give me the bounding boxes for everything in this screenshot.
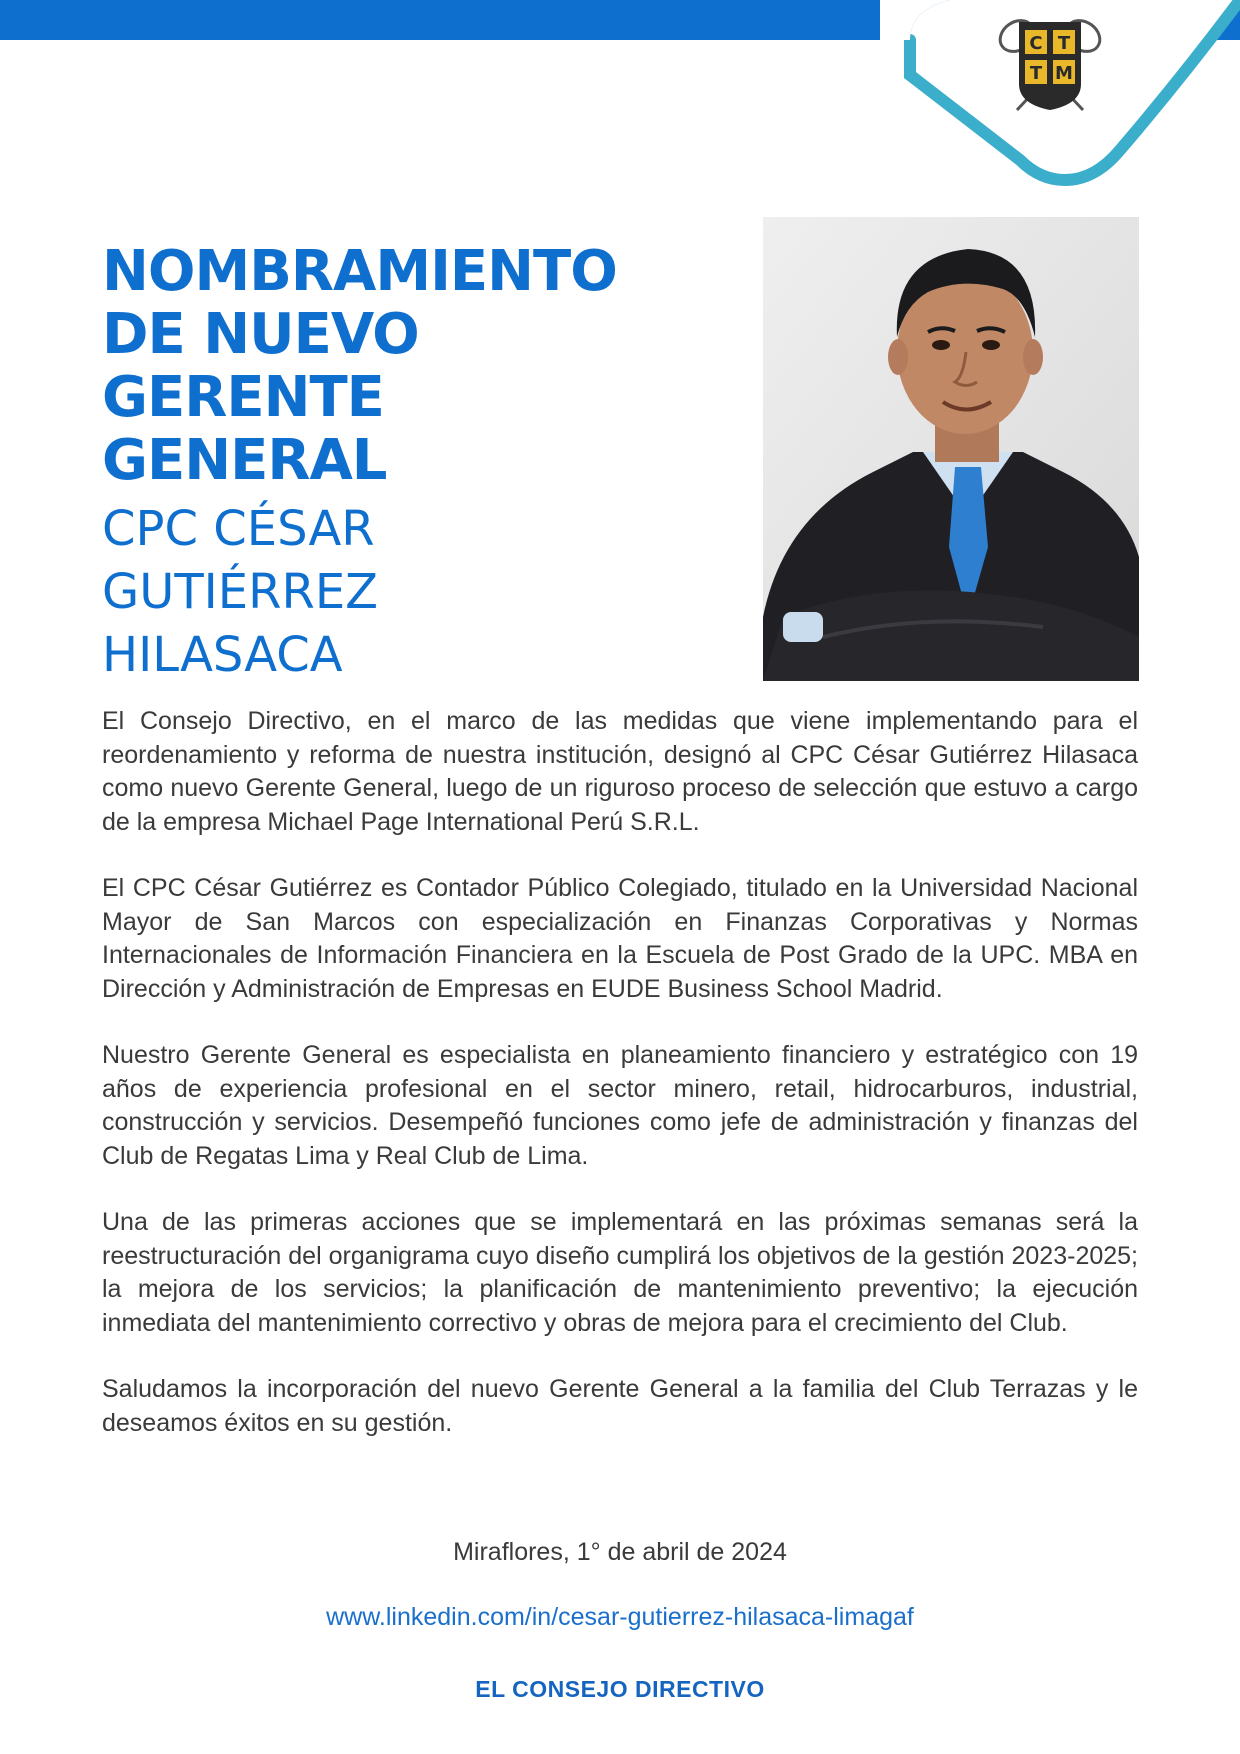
headline	[102, 240, 742, 687]
headline-line-4: GENERAL	[102, 428, 387, 493]
headline-line-2: DE NUEVO	[102, 302, 419, 367]
place-date: Miraflores, 1° de abril de 2024	[453, 1538, 787, 1566]
logo-letter-t1: T	[1057, 33, 1071, 54]
portrait-photo	[763, 217, 1139, 681]
logo-letter-c: C	[1029, 33, 1043, 54]
logo-letter-m: M	[1055, 63, 1073, 84]
headline-line-3: GERENTE	[102, 365, 384, 430]
paragraph-2: El CPC César Gutiérrez es Contador Público Colegiado, titulado en la Universidad Nacional Mayor de San Marcos con especialización en Finanzas Corporativas y Normas Internacionales de Información Financiera en la Escuela de Post Grado de la UPC. MBA en Dirección y Administración de Empresas en EUDE Business School Madrid.	[102, 874, 1138, 1003]
person-name-line-3: HILASACA	[102, 627, 343, 683]
logo-letter-t2: T	[1029, 63, 1043, 84]
person-name-line-1: CPC CÉSAR	[102, 501, 375, 557]
club-logo	[995, 14, 1105, 114]
paragraph-4: Una de las primeras acciones que se implementará en las próximas semanas será la reestructuración del organigrama cuyo diseño cumplirá los objetivos de la gestión 2023-2025; la mejora de los servicios; la planificación de mantenimiento preventivo; la ejecución inmediata del mantenimiento correctivo y obras de mejora para el crecimiento del Club.	[102, 1208, 1138, 1337]
body-text	[102, 705, 1138, 1473]
paragraph-3: Nuestro Gerente General es especialista en planeamiento financiero y estratégico con 19 años de experiencia profesional en el sector minero, retail, hidrocarburos, industrial, construcción y servicios. Desempeñó funciones como jefe de administración y finanzas del Club de Regatas Lima y Real Club de Lima.	[102, 1041, 1138, 1170]
linkedin-link[interactable]: www.linkedin.com/in/cesar-gutierrez-hilasaca-limagaf	[326, 1603, 914, 1631]
paragraph-1: El Consejo Directivo, en el marco de las medidas que viene implementando para el reordenamiento y reforma de nuestra institución, designó al CPC César Gutiérrez Hilasaca como nuevo Gerente General, luego de un riguroso proceso de selección que estuvo a cargo de la empresa Michael Page International Perú S.R.L.	[102, 707, 1138, 836]
paragraph-5: Saludamos la incorporación del nuevo Gerente General a la familia del Club Terrazas y le deseamos éxitos en su gestión.	[102, 1375, 1138, 1437]
headline-line-1: NOMBRAMIENTO	[102, 239, 617, 304]
person-name-line-2: GUTIÉRREZ	[102, 564, 379, 620]
signature: EL CONSEJO DIRECTIVO	[475, 1676, 765, 1702]
